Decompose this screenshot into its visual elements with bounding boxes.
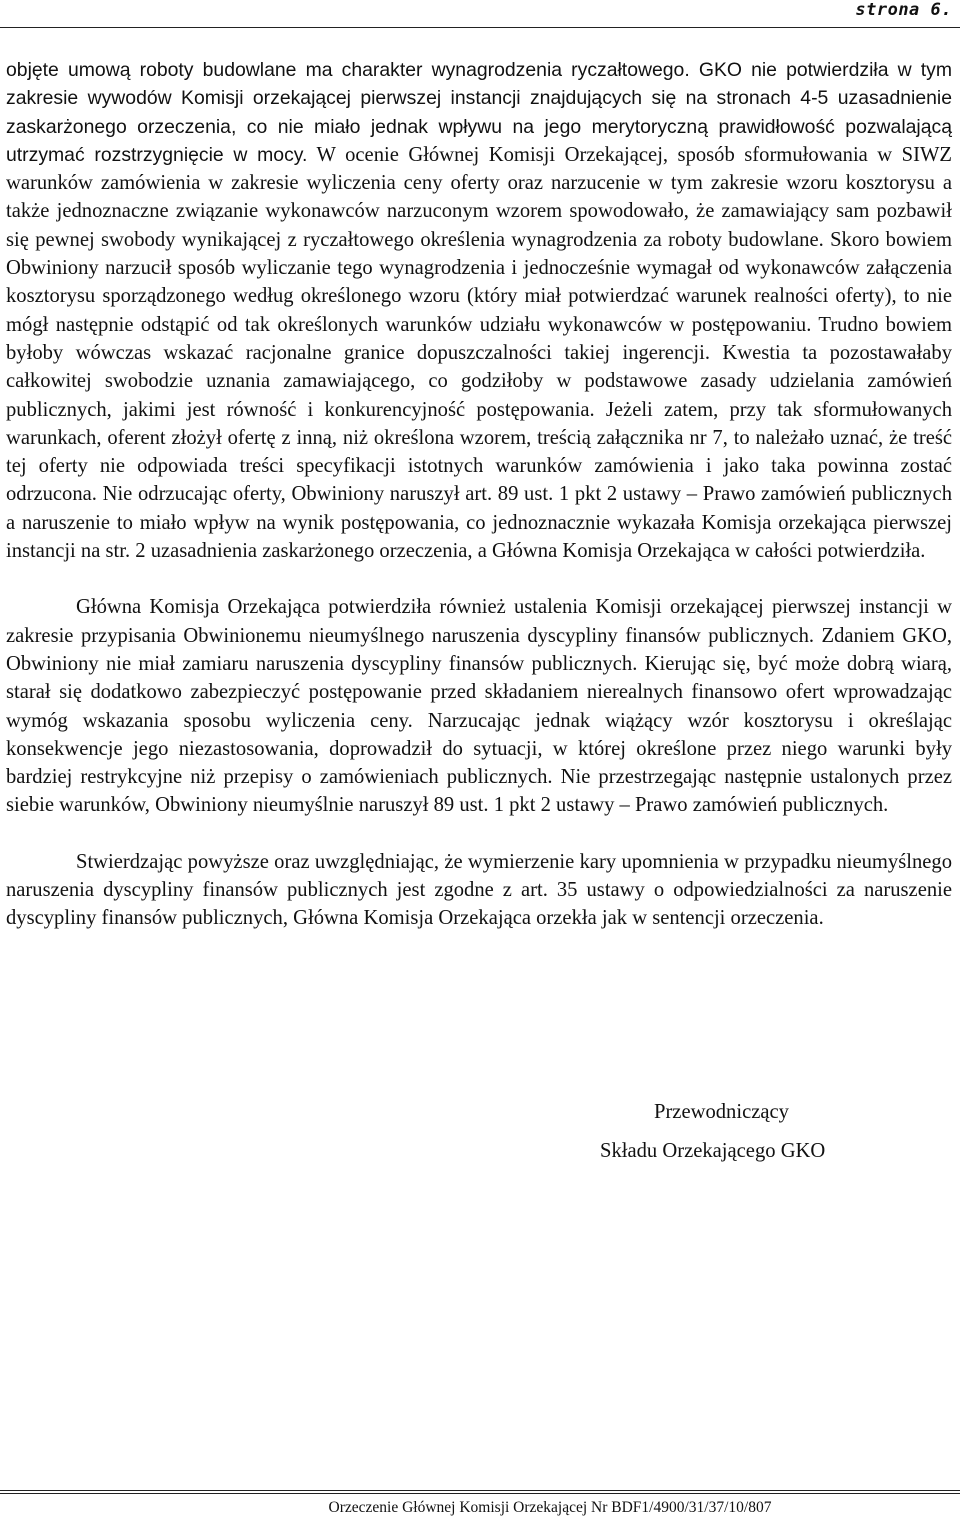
paragraph-1 <box>6 56 952 565</box>
signature-body: Składu Orzekającego GKO <box>600 1140 826 1163</box>
document-body <box>6 56 952 933</box>
page-header <box>0 0 960 32</box>
paragraph-1-serif-part: W ocenie Głównej Komisji Orzekającej, sposób sformułowania w SIWZ warunków zamówienia w zakresie wyliczenia ceny oferty oraz narzucenie w tym zakresie wzoru kosztorysu a także jednoznaczne związanie wykonawców narzuconym wzorem spowodowało, że zamawiający sam pozbawił się pewnej swobody wynikającej z ryczałtowego określenia wynagrodzenia za roboty budowlane. Skoro bowiem Obwiniony narzucił sposób wyliczanie tego wynagrodzenia i jednocześnie wymagał od wykonawców załączenia kosztorysu sporządzonego według określonego wzoru (który miał potwierdzać warunek realności oferty), to nie mógł następnie odstąpić od tak określonych warunków udziału wykonawców w postępowaniu. Trudno bowiem byłoby wówczas wskazać racjonalne granice dopuszczalności takiej ingerencji. Kwestia ta pozostawałaby całkowitej swobodzie uznania zamawiającego, co godziłoby w podstawowe zasady udzielania zamówień publicznych, jakimi jest równość i konkurencyjność postępowania. Jeżeli zatem, przy tak sformułowanych warunkach, oferent złożył ofertę z inną, niż określona wzorem, treścią załącznika nr 7, to należało uznać, że treść tej oferty nie odpowiada treści specyfikacji istotnych warunków zamówienia i jako taka powinna zostać odrzucona. Nie odrzucając oferty, Obwiniony naruszył art. 89 ust. 1 pkt 2 ustawy – Prawo zamówień publicznych a naruszenie to miało wpływ na wynik postępowania, co jednoznacznie wykazała Komisja orzekająca pierwszej instancji na str. 2 uzasadnienia zaskarżonego orzeczenia, a Główna Komisja Orzekająca w całości potwierdziła. <box>6 143 952 563</box>
footer-text: Orzeczenie Głównej Komisji Orzekającej Nr BDF1/4900/31/37/10/807 <box>328 1499 772 1516</box>
paragraph-2: Główna Komisja Orzekająca potwierdziła również ustalenia Komisji orzekającej pierwszej instancji w zakresie przypisania Obwinionemu nieumyślnego naruszenia dyscypliny finansów publicznych. Zdaniem GKO, Obwiniony nie miał zamiaru naruszenia dyscypliny finansów publicznych. Kierując się, być może dobrą wiarą, starał się dodatkowo zabezpieczyć postępowanie przed składaniem nierealnych finansowo ofert wprowadzając wymóg wskazania sposobu wyliczenia ceny. Narzucając jednak wiążący wzór kosztorysu i określając konsekwencje jego niezastosowania, doprowadził do sytuacji, w której określone przez niego warunki były bardziej restrykcyjne niż przepisy o zamówieniach publicznych. Nie przestrzegając następnie ustalonych przez siebie warunków, Obwiniony nieumyślnie naruszył 89 ust. 1 pkt 2 ustawy – Prawo zamówień publicznych. <box>6 596 952 817</box>
header-divider <box>0 27 960 28</box>
signature-block <box>600 1098 825 1166</box>
footer-divider-secondary <box>0 1493 960 1494</box>
page-footer <box>0 1486 960 1520</box>
footer-divider <box>0 1490 960 1491</box>
signature-title: Przewodniczący <box>654 1101 789 1123</box>
paragraph-1-sans-part: objęte umową roboty budowlane ma charakter wynagrodzenia ryczałtowego. GKO nie potwierdziła w tym zakresie wywodów Komisji orzekającej pierwszej instancji znajdujących się na stronach 4-5 uzasadnienie zaskarżonego orzeczenia, co nie miało jednak wpływu na jego merytoryczną prawidłowość pozwalającą utrzymać rozstrzygnięcie w mocy. <box>6 59 952 166</box>
paragraph-3: Stwierdzając powyższe oraz uwzględniając, że wymierzenie kary upomnienia w przypadku nieumyślnego naruszenia dyscypliny finansów publicznych jest zgodne z art. 35 ustawy o odpowiedzialności za naruszenie dyscypliny finansów publicznych, Główna Komisja Orzekająca orzekła jak w sentencji orzeczenia. <box>6 850 952 930</box>
page-number: strona 6. <box>855 0 952 20</box>
